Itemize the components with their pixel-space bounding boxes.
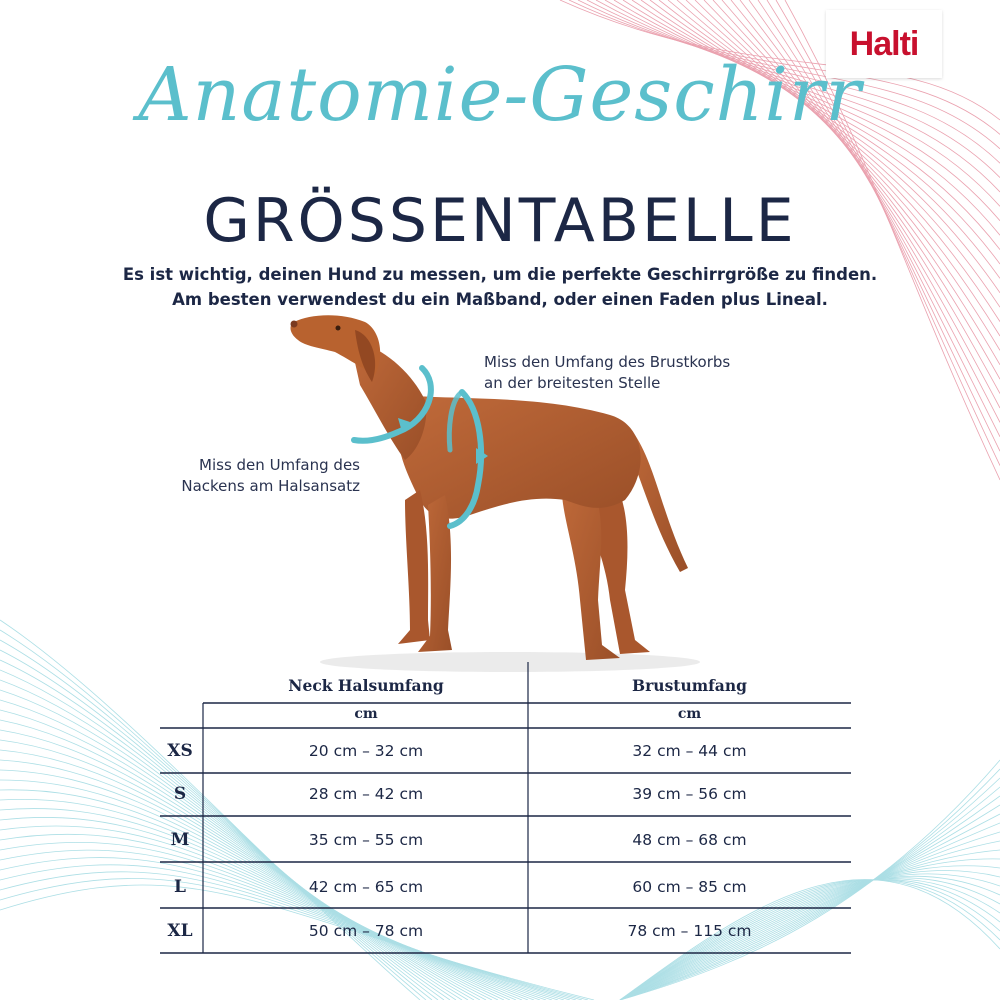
unit-neck: cm (354, 706, 378, 722)
neck-range: 50 cm – 78 cm (308, 922, 424, 940)
chest-note-line-1: Miss den Umfang des Brustkorbs (484, 353, 731, 371)
neck-range: 28 cm – 42 cm (308, 785, 424, 803)
column-header-chest: Brustumfang (632, 676, 747, 695)
chest-range: 39 cm – 56 cm (632, 785, 747, 803)
chest-range: 78 cm – 115 cm (627, 922, 752, 940)
chest-range: 32 cm – 44 cm (632, 742, 747, 760)
neck-range: 42 cm – 65 cm (308, 878, 424, 896)
intro-line-2: Am besten verwendest du ein Maßband, oder einen Faden plus Lineal. (172, 290, 828, 309)
size-label: L (174, 877, 186, 897)
intro-line-1: Es ist wichtig, deinen Hund zu messen, um die perfekte Geschirrgröße zu finden. (122, 265, 878, 284)
size-label: M (170, 830, 190, 850)
size-label: XS (167, 741, 193, 761)
page-title: GRÖSSENTABELLE (203, 186, 797, 256)
neck-range: 35 cm – 55 cm (308, 831, 424, 849)
column-header-neck: Neck Halsumfang (288, 676, 444, 695)
script-title: Anatomie-Geschirr (138, 52, 862, 138)
chest-note-line-2: an der breitesten Stelle (484, 374, 661, 392)
size-label: S (173, 784, 187, 804)
unit-chest: cm (677, 706, 702, 722)
logo-text: Halti (849, 24, 919, 63)
chest-range: 60 cm – 85 cm (632, 878, 747, 896)
neck-note-line-2: Nackens am Halsansatz (181, 477, 360, 495)
neck-range: 20 cm – 32 cm (308, 742, 424, 760)
size-label: XL (167, 921, 193, 941)
neck-note-line-1: Miss den Umfang des (199, 456, 360, 474)
chest-range: 48 cm – 68 cm (632, 831, 747, 849)
